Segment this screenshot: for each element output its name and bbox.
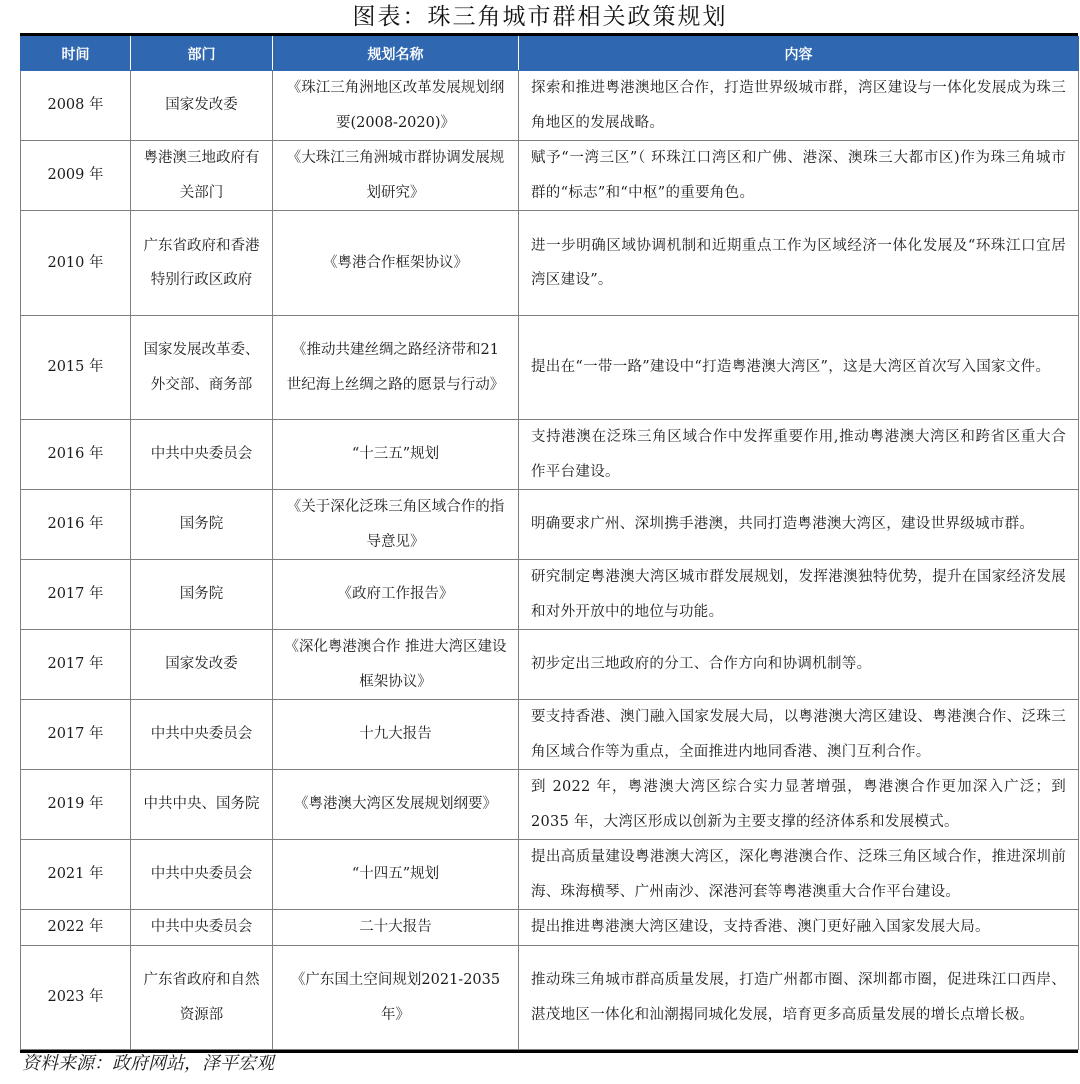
table-row <box>21 211 1079 316</box>
cell-plan-name: 《粤港合作框架协议》 <box>273 211 519 316</box>
cell-content: 赋予“一湾三区”（ 环珠江口湾区和广佛、港深、澳珠三大都市区)作为珠三角城市群的“标志”和“中枢”的重要角色。 <box>519 141 1079 211</box>
table-header-row <box>21 37 1079 71</box>
cell-department: 国家发展改革委、外交部、商务部 <box>131 316 273 420</box>
cell-department: 广东省政府和香港特别行政区政府 <box>131 211 273 316</box>
cell-department: 粤港澳三地政府有关部门 <box>131 141 273 211</box>
table-row <box>21 490 1079 560</box>
cell-year: 2009 年 <box>21 141 131 211</box>
cell-year: 2019 年 <box>21 770 131 840</box>
table-row <box>21 71 1079 141</box>
header-content: 内容 <box>519 37 1079 71</box>
cell-content: 进一步明确区域协调机制和近期重点工作为区域经济一体化发展及“环珠江口宜居湾区建设”。 <box>519 211 1079 316</box>
cell-year: 2016 年 <box>21 490 131 560</box>
cell-department: 中共中央委员会 <box>131 420 273 490</box>
policy-table <box>20 36 1079 1050</box>
table-row <box>21 770 1079 840</box>
cell-department: 中共中央、国务院 <box>131 770 273 840</box>
cell-department: 中共中央委员会 <box>131 910 273 946</box>
cell-department: 国务院 <box>131 560 273 630</box>
cell-content: 提出高质量建设粤港澳大湾区，深化粤港澳合作、泛珠三角区域合作，推进深圳前海、珠海横琴、广州南沙、深港河套等粤港澳重大合作平台建设。 <box>519 840 1079 910</box>
table-row <box>21 560 1079 630</box>
table-row <box>21 630 1079 700</box>
cell-plan-name: “十三五”规划 <box>273 420 519 490</box>
cell-plan-name: 《大珠江三角洲城市群协调发展规划研究》 <box>273 141 519 211</box>
cell-content: 到 2022 年，粤港澳大湾区综合实力显著增强，粤港澳合作更加深入广泛；到 2035 年，大湾区形成以创新为主要支撑的经济体系和发展模式。 <box>519 770 1079 840</box>
cell-plan-name: “十四五”规划 <box>273 840 519 910</box>
cell-department: 广东省政府和自然资源部 <box>131 946 273 1050</box>
cell-department: 中共中央委员会 <box>131 840 273 910</box>
cell-plan-name: 《珠江三角洲地区改革发展规划纲要(2008-2020)》 <box>273 71 519 141</box>
table-row <box>21 141 1079 211</box>
cell-year: 2017 年 <box>21 630 131 700</box>
cell-year: 2017 年 <box>21 560 131 630</box>
table-row <box>21 700 1079 770</box>
cell-content: 提出推进粤港澳大湾区建设，支持香港、澳门更好融入国家发展大局。 <box>519 910 1079 946</box>
cell-plan-name: 二十大报告 <box>273 910 519 946</box>
policy-table-container <box>20 33 1078 1053</box>
header-department: 部门 <box>131 37 273 71</box>
cell-year: 2015 年 <box>21 316 131 420</box>
cell-department: 国务院 <box>131 490 273 560</box>
cell-year: 2016 年 <box>21 420 131 490</box>
cell-content: 要支持香港、澳门融入国家发展大局，以粤港澳大湾区建设、粤港澳合作、泛珠三角区域合作等为重点，全面推进内地同香港、澳门互利合作。 <box>519 700 1079 770</box>
cell-content: 明确要求广州、深圳携手港澳，共同打造粤港澳大湾区，建设世界级城市群。 <box>519 490 1079 560</box>
cell-plan-name: 《粤港澳大湾区发展规划纲要》 <box>273 770 519 840</box>
table-row <box>21 910 1079 946</box>
table-row <box>21 316 1079 420</box>
cell-year: 2010 年 <box>21 211 131 316</box>
header-year: 时间 <box>21 37 131 71</box>
cell-year: 2023 年 <box>21 946 131 1050</box>
cell-plan-name: 《广东国土空间规划2021-2035 年》 <box>273 946 519 1050</box>
table-row <box>21 420 1079 490</box>
cell-content: 探索和推进粤港澳地区合作，打造世界级城市群，湾区建设与一体化发展成为珠三角地区的发展战略。 <box>519 71 1079 141</box>
cell-plan-name: 十九大报告 <box>273 700 519 770</box>
page-title: 图表：珠三角城市群相关政策规划 <box>352 4 728 30</box>
cell-plan-name: 《政府工作报告》 <box>273 560 519 630</box>
cell-content: 提出在“一带一路”建设中“打造粤港澳大湾区”，这是大湾区首次写入国家文件。 <box>519 316 1079 420</box>
cell-year: 2022 年 <box>21 910 131 946</box>
cell-plan-name: 《深化粤港澳合作 推进大湾区建设框架协议》 <box>273 630 519 700</box>
table-row <box>21 840 1079 910</box>
cell-department: 中共中央委员会 <box>131 700 273 770</box>
cell-plan-name: 《关于深化泛珠三角区域合作的指导意见》 <box>273 490 519 560</box>
cell-plan-name: 《推动共建丝绸之路经济带和21 世纪海上丝绸之路的愿景与行动》 <box>273 316 519 420</box>
header-plan-name: 规划名称 <box>273 37 519 71</box>
cell-content: 支持港澳在泛珠三角区域合作中发挥重要作用,推动粤港澳大湾区和跨省区重大合作平台建设。 <box>519 420 1079 490</box>
cell-year: 2021 年 <box>21 840 131 910</box>
cell-year: 2008 年 <box>21 71 131 141</box>
cell-content: 推动珠三角城市群高质量发展，打造广州都市圈、深圳都市圈，促进珠江口西岸、湛茂地区一体化和汕潮揭同城化发展，培育更多高质量发展的增长点增长极。 <box>519 946 1079 1050</box>
cell-content: 研究制定粤港澳大湾区城市群发展规划，发挥港澳独特优势，提升在国家经济发展和对外开放中的地位与功能。 <box>519 560 1079 630</box>
cell-year: 2017 年 <box>21 700 131 770</box>
table-row <box>21 946 1079 1050</box>
source-note: 资料来源：政府网站，泽平宏观 <box>22 1053 274 1074</box>
cell-department: 国家发改委 <box>131 71 273 141</box>
cell-content: 初步定出三地政府的分工、合作方向和协调机制等。 <box>519 630 1079 700</box>
cell-department: 国家发改委 <box>131 630 273 700</box>
